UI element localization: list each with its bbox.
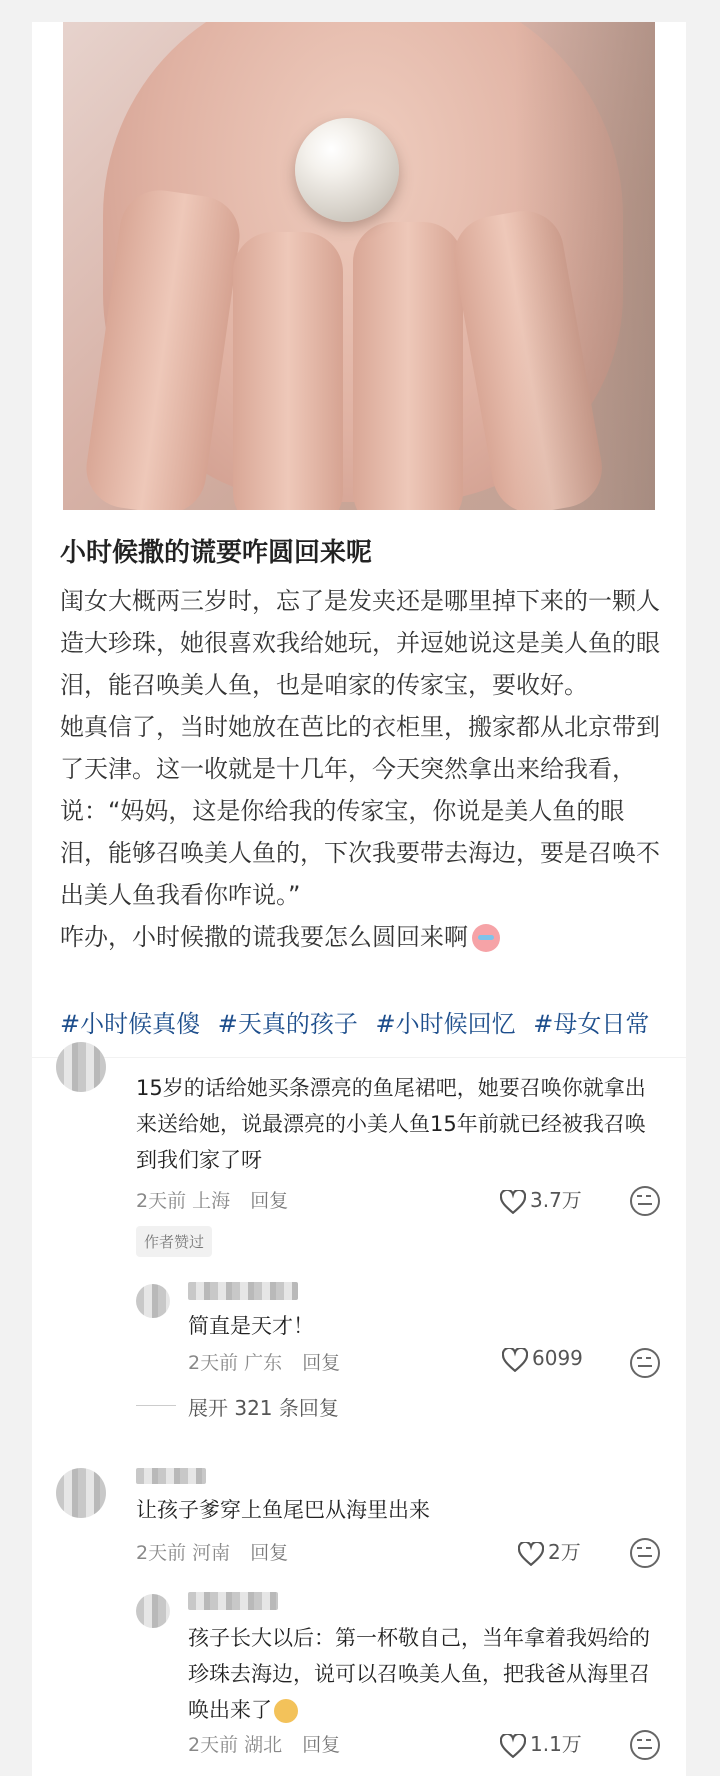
comments-section — [32, 1058, 686, 1776]
comment-time: 2天前 — [136, 1542, 187, 1564]
hashtag[interactable]: #小时候真傻 — [60, 1010, 201, 1038]
crying-face-icon — [472, 924, 500, 952]
dislike-face-icon[interactable] — [630, 1730, 660, 1760]
like-button[interactable] — [518, 1536, 581, 1566]
author-liked-badge: 作者赞过 — [136, 1226, 212, 1257]
like-count: 6099 — [532, 1346, 583, 1370]
post-paragraph — [60, 916, 660, 958]
post-paragraph-text: 咋办，小时候撒的谎我要怎么圆回来啊 — [60, 923, 468, 951]
reply-button[interactable]: 回复 — [250, 1542, 289, 1564]
photo-shadow — [515, 22, 655, 510]
hashtag-list — [60, 1004, 659, 1039]
avatar[interactable] — [136, 1284, 170, 1318]
post-title: 小时候撒的谎要咋圆回来呢 — [60, 538, 373, 568]
comment-meta — [136, 1186, 288, 1213]
smiling-face-icon — [274, 1699, 298, 1723]
reply-button[interactable]: 回复 — [250, 1190, 289, 1212]
comment-time: 2天前 — [136, 1190, 187, 1212]
hashtag[interactable]: #天真的孩子 — [217, 1010, 358, 1038]
reply-text — [188, 1620, 668, 1728]
reply-text: 简直是天才！ — [188, 1314, 314, 1338]
like-button[interactable] — [500, 1184, 582, 1214]
comment-meta — [136, 1538, 288, 1565]
username-blurred — [188, 1282, 298, 1300]
reply-location: 湖北 — [244, 1734, 283, 1756]
reply-location: 广东 — [244, 1352, 283, 1374]
post-photo[interactable] — [63, 22, 655, 510]
post-paragraph: 闺女大概两三岁时，忘了是发夹还是哪里掉下来的一颗人造大珍珠，她很喜欢我给她玩，并逗她说这是美人鱼的眼泪，能召唤美人鱼，也是咱家的传家宝，要收好。 — [60, 587, 660, 699]
like-count: 2万 — [548, 1540, 581, 1564]
avatar[interactable] — [56, 1468, 106, 1518]
username-blurred — [136, 1468, 206, 1484]
like-count: 1.1万 — [530, 1732, 582, 1756]
username-blurred — [188, 1592, 278, 1610]
reply-text-content: 孩子长大以后：第一杯敬自己，当年拿着我妈给的珍珠去海边，说可以召唤美人鱼，把我爸从海里召唤出来了 — [188, 1626, 650, 1722]
hashtag[interactable]: #母女日常 — [533, 1010, 650, 1038]
heart-icon — [518, 1542, 544, 1566]
dislike-face-icon[interactable] — [630, 1538, 660, 1568]
reply-time: 2天前 — [188, 1352, 239, 1374]
expand-replies-button[interactable]: 展开 321 条回复 — [188, 1396, 339, 1420]
reply-button[interactable]: 回复 — [302, 1352, 341, 1374]
post-body — [60, 580, 660, 958]
reply-button[interactable]: 回复 — [302, 1734, 341, 1756]
finger-shape — [233, 232, 343, 510]
expand-divider — [136, 1405, 176, 1406]
post-card — [32, 22, 686, 1057]
reply-time: 2天前 — [188, 1734, 239, 1756]
reply-meta — [188, 1348, 340, 1375]
comment-text: 让孩子爹穿上鱼尾巴从海里出来 — [136, 1498, 430, 1522]
dislike-face-icon[interactable] — [630, 1186, 660, 1216]
avatar[interactable] — [56, 1042, 106, 1092]
post-paragraph: 她真信了，当时她放在芭比的衣柜里，搬家都从北京带到了天津。这一收就是十几年，今天突然拿出来给我看，说：“妈妈，这是你给我的传家宝，你说是美人鱼的眼泪，能够召唤美人鱼的，下次我要带去海边，要是召唤不出美人鱼我看你咋说。” — [60, 713, 660, 909]
heart-icon — [500, 1190, 526, 1214]
like-count: 3.7万 — [530, 1188, 582, 1212]
finger-shape — [353, 222, 463, 510]
heart-icon — [500, 1734, 526, 1758]
hashtag[interactable]: #小时候回忆 — [375, 1010, 516, 1038]
avatar[interactable] — [136, 1594, 170, 1628]
comment-location: 上海 — [192, 1190, 231, 1212]
comment-text: 15岁的话给她买条漂亮的鱼尾裙吧，她要召唤你就拿出来送给她，说最漂亮的小美人鱼15年前就已经被我召唤到我们家了呀 — [136, 1076, 646, 1172]
pearl — [295, 118, 399, 222]
like-button[interactable] — [500, 1728, 582, 1758]
dislike-face-icon[interactable] — [630, 1348, 660, 1378]
comment-location: 河南 — [192, 1542, 231, 1564]
heart-icon — [502, 1348, 528, 1372]
reply-meta — [188, 1730, 340, 1757]
like-button[interactable] — [502, 1346, 583, 1372]
